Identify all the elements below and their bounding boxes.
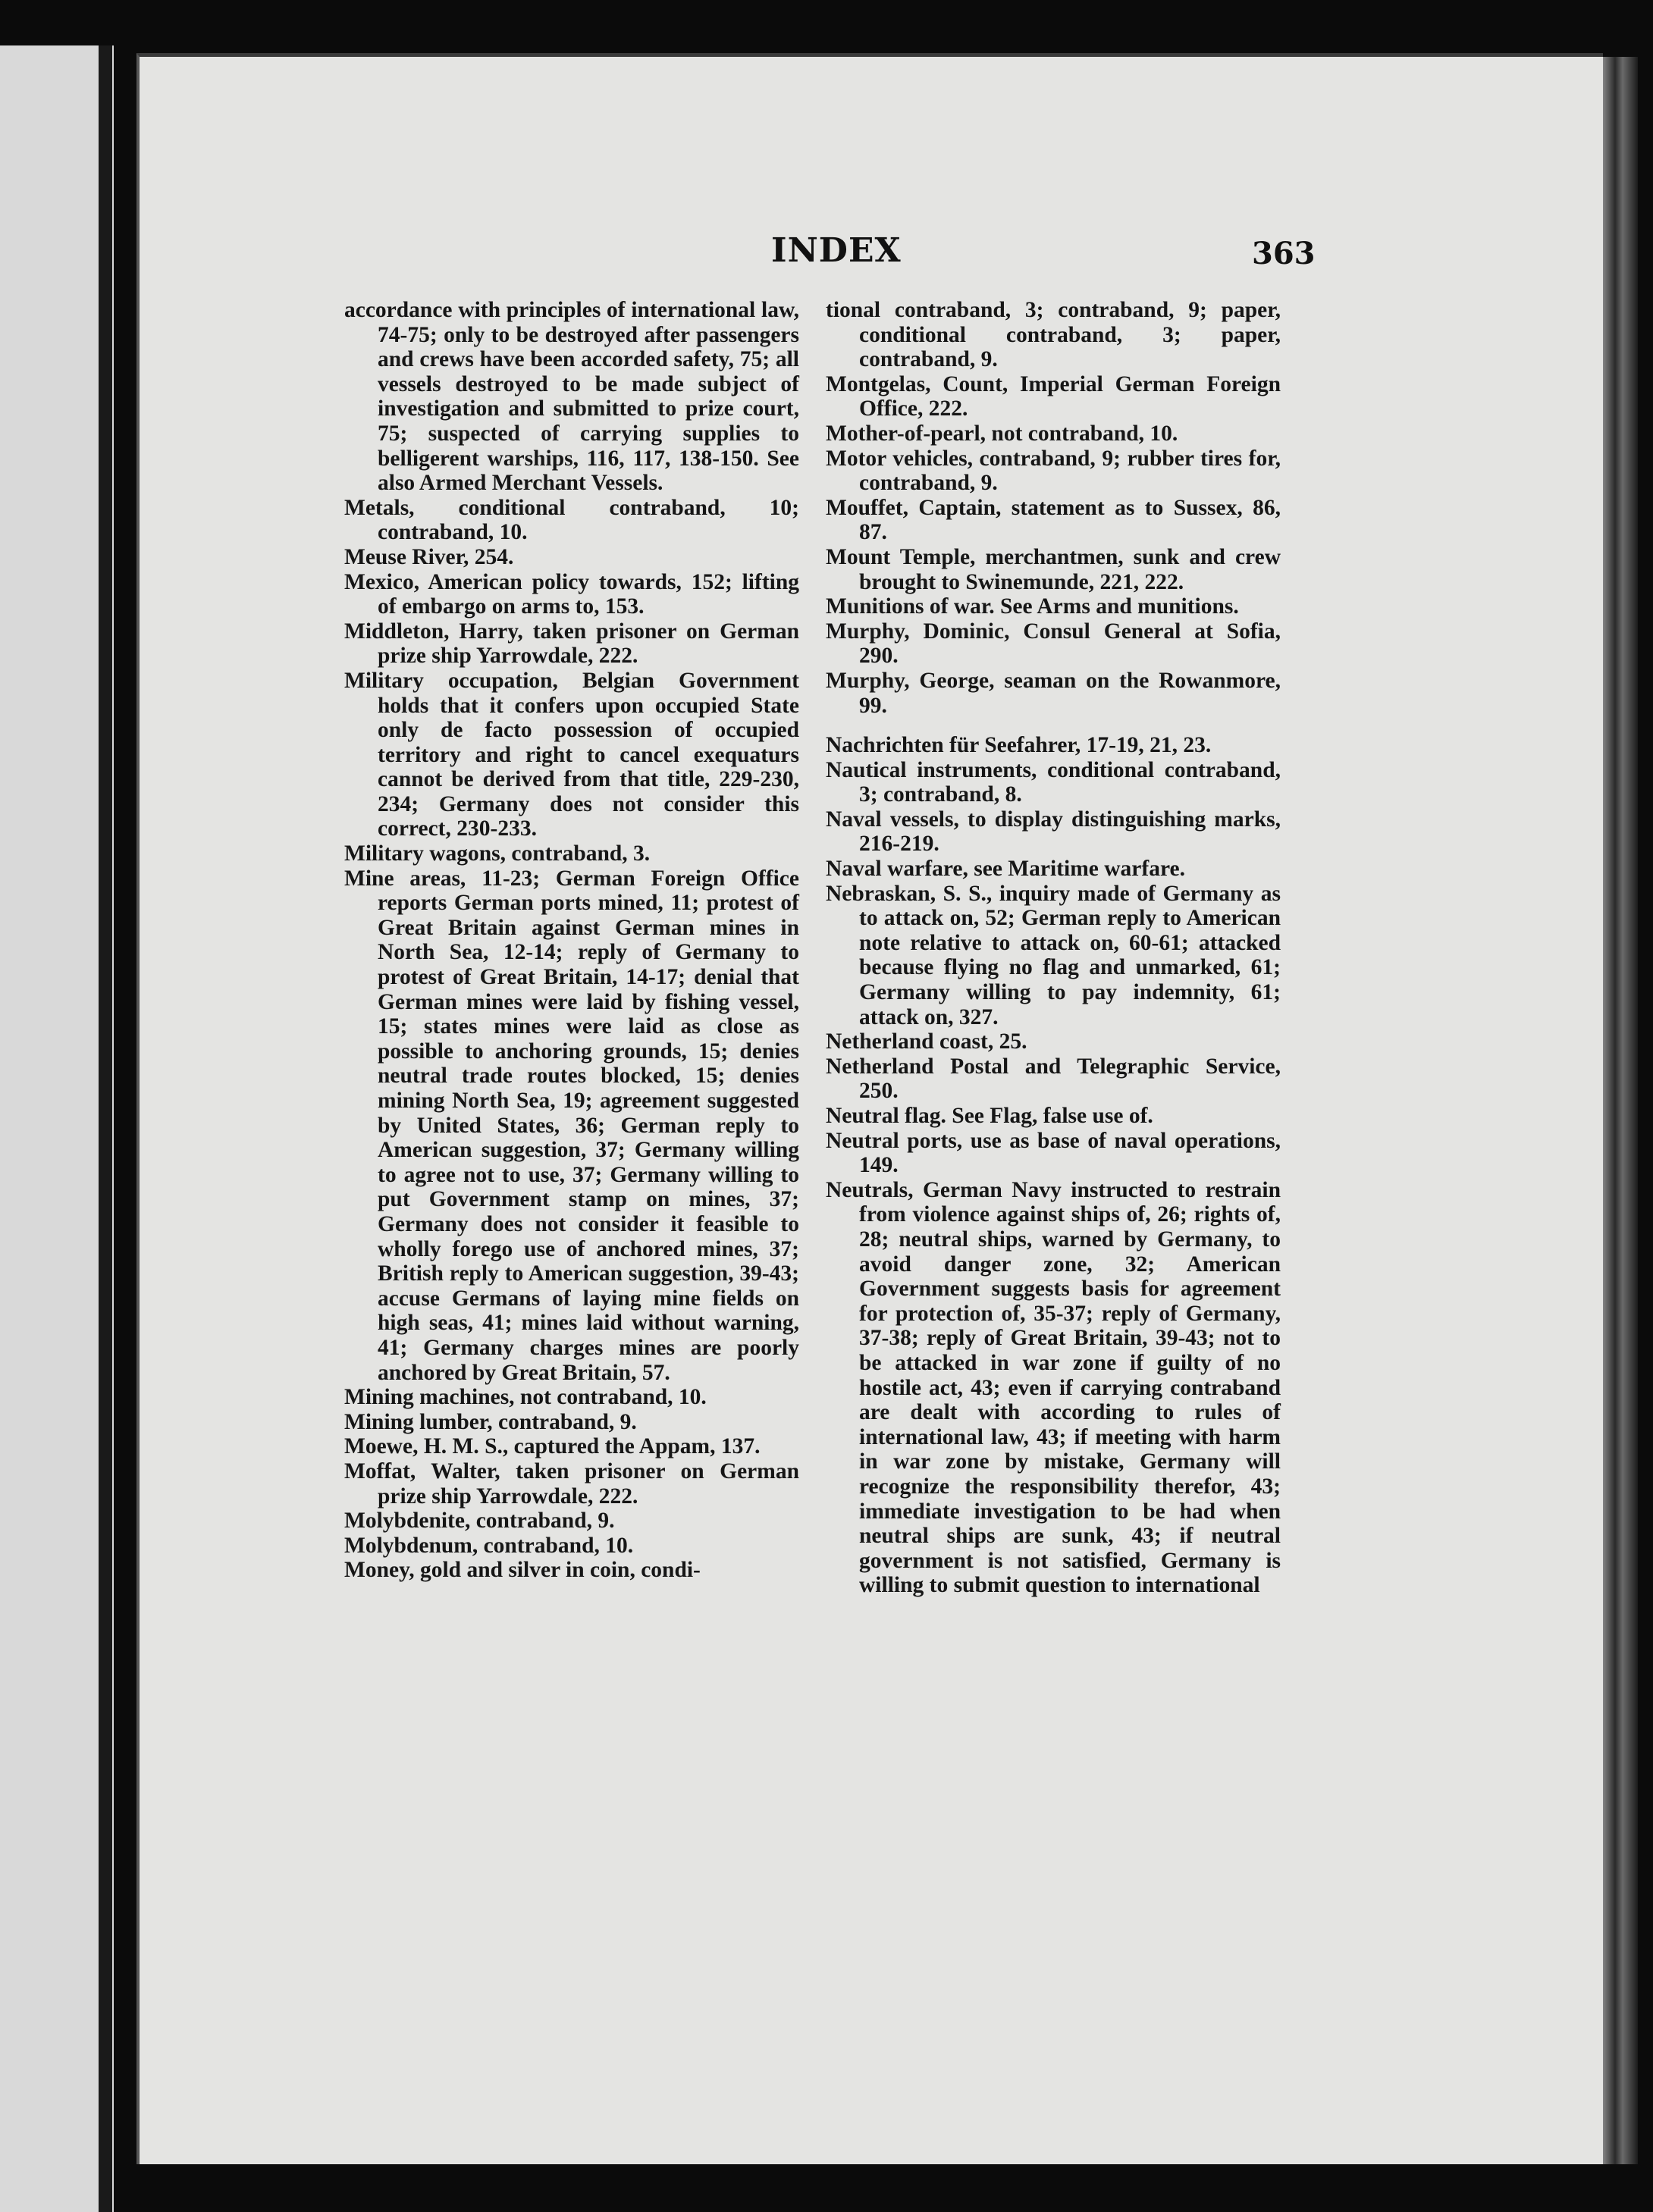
- index-entry: Murphy, George, seaman on the Rowanmore, 99.: [826, 668, 1281, 718]
- index-entry: Mine areas, 11-23; German Foreign Office reports German ports mined, 11; protest of Great Britain against German mines in North Sea, 12-14; reply of Germany to protest of Great Britain, 14-17; denial that German mines were laid by fishing vessel, 15; states mines were laid as close as possible to anchoring grounds, 15; denies neutral trade routes blocked, 15; denies mining North Sea, 19; agreement suggested by United States, 36; German reply to American suggestion, 37; Germany willing to agree not to use, 37; Germany willing to put Government stamp on mines, 37; Germany does not consider it feasible to wholly forego use of anchored mines, 37; British reply to American suggestion, 39-43; accuse Germans of laying mine fields on high seas, 41; mines laid without warning, 41; Germany charges mines are poorly anchored by Great Britain, 57.: [344, 866, 799, 1385]
- index-entry: Nachrichten für Seefahrer, 17-19, 21, 23.: [826, 733, 1212, 758]
- index-entry: Neutral ports, use as base of naval operations, 149.: [826, 1128, 1281, 1178]
- index-entry: Murphy, Dominic, Consul General at Sofia, 290.: [826, 619, 1281, 669]
- page-title: INDEX: [771, 231, 902, 270]
- index-column-right: [826, 298, 1281, 1598]
- index-entry: Nautical instruments, conditional contraband, 3; contraband, 8.: [826, 757, 1281, 807]
- index-entry: Nebraskan, S. S., inquiry made of Germany as to attack on, 52; German reply to American note relative to attack on, 60-61; attacked because flying no flag and unmarked, 61; Germany willing to pay indemnity, 61; attack on, 327.: [826, 881, 1281, 1029]
- index-entry: Military occupation, Belgian Government holds that it confers upon occupied State only de facto possession of occupied territory and right to cancel exequaturs cannot be derived from that title, 229-230, 234; Germany does not consider this correct, 230-233.: [344, 668, 799, 841]
- index-entry: Montgelas, Count, Imperial German Foreign Office, 222.: [826, 371, 1281, 421]
- facing-page-edge: [0, 45, 114, 2212]
- index-entry: Netherland Postal and Telegraphic Service, 250.: [826, 1054, 1281, 1104]
- index-entry: Moewe, H. M. S., captured the Appam, 137.: [344, 1434, 761, 1459]
- index-entry: Mouffet, Captain, statement as to Sussex, 86, 87.: [826, 495, 1281, 545]
- letter-section-gap: [826, 718, 1281, 733]
- index-entry: Mining lumber, contraband, 9.: [344, 1409, 637, 1434]
- index-entry: Middleton, Harry, taken prisoner on German prize ship Yarrowdale, 222.: [344, 619, 799, 669]
- index-entry: Naval warfare, see Maritime warfare.: [826, 857, 1185, 882]
- index-column-left: [344, 298, 799, 1583]
- index-entry: Motor vehicles, contraband, 9; rubber tires for, contraband, 9.: [826, 446, 1281, 496]
- index-entry: Mexico, American policy towards, 152; lifting of embargo on arms to, 153.: [344, 569, 799, 619]
- index-entry: Molybdenum, contraband, 10.: [344, 1533, 634, 1558]
- index-entry: Meuse River, 254.: [344, 544, 514, 569]
- index-entry: Naval vessels, to display distinguishing marks, 216-219.: [826, 807, 1281, 857]
- index-entry: Moffat, Walter, taken prisoner on German prize ship Yarrowdale, 222.: [344, 1458, 799, 1509]
- index-entry: Money, gold and silver in coin, condi-: [344, 1558, 701, 1583]
- index-entry: tional contraband, 3; contraband, 9; paper, conditional contraband, 3; paper, contraband, 9.: [826, 298, 1281, 372]
- page-number: 363: [1252, 236, 1316, 271]
- index-entry: accordance with principles of international law, 74-75; only to be destroyed after passengers and crews have been accorded safety, 75; all vessels destroyed to be made subject of investigation and submitted to prize court, 75; suspected of carrying supplies to belligerent warships, 116, 117, 138-150. See also Armed Merchant Vessels.: [344, 298, 799, 496]
- book-page: [136, 53, 1603, 2164]
- index-entry: Mount Temple, merchantmen, sunk and crew brought to Swinemunde, 221, 222.: [826, 544, 1281, 594]
- running-header: [140, 231, 1603, 277]
- index-entry: Neutral flag. See Flag, false use of.: [826, 1104, 1153, 1128]
- index-entry: Munitions of war. See Arms and munitions.: [826, 594, 1239, 619]
- index-entry: Mother-of-pearl, not contraband, 10.: [826, 421, 1178, 446]
- index-entry: Mining machines, not contraband, 10.: [344, 1385, 707, 1410]
- gutter-shadow: [99, 45, 112, 2212]
- index-entry: Netherland coast, 25.: [826, 1029, 1027, 1054]
- index-entry: Metals, conditional contraband, 10; contraband, 10.: [344, 495, 799, 545]
- index-entry: Molybdenite, contraband, 9.: [344, 1509, 615, 1534]
- index-entry: Military wagons, contraband, 3.: [344, 841, 651, 866]
- index-entry: Neutrals, German Navy instructed to restrain from violence against ships of, 26; rights of, 28; neutral ships, warned by Germany, to avoid danger zone, 32; American Government suggests basis for agreement for protection of, 35-37; reply of Germany, 37-38; reply of Great Britain, 39-43; not to be attacked in war zone if guilty of no hostile act, 43; even if carrying contraband are dealt with according to rules of international law, 43; if meeting with harm in war zone by mistake, Germany will recognize the responsibility therefor, 43; immediate investigation to be had when neutral ships are sunk, 43; if neutral government is not satisfied, Germany is willing to submit question to international: [826, 1177, 1281, 1598]
- page-stack-edge: [1600, 57, 1638, 2164]
